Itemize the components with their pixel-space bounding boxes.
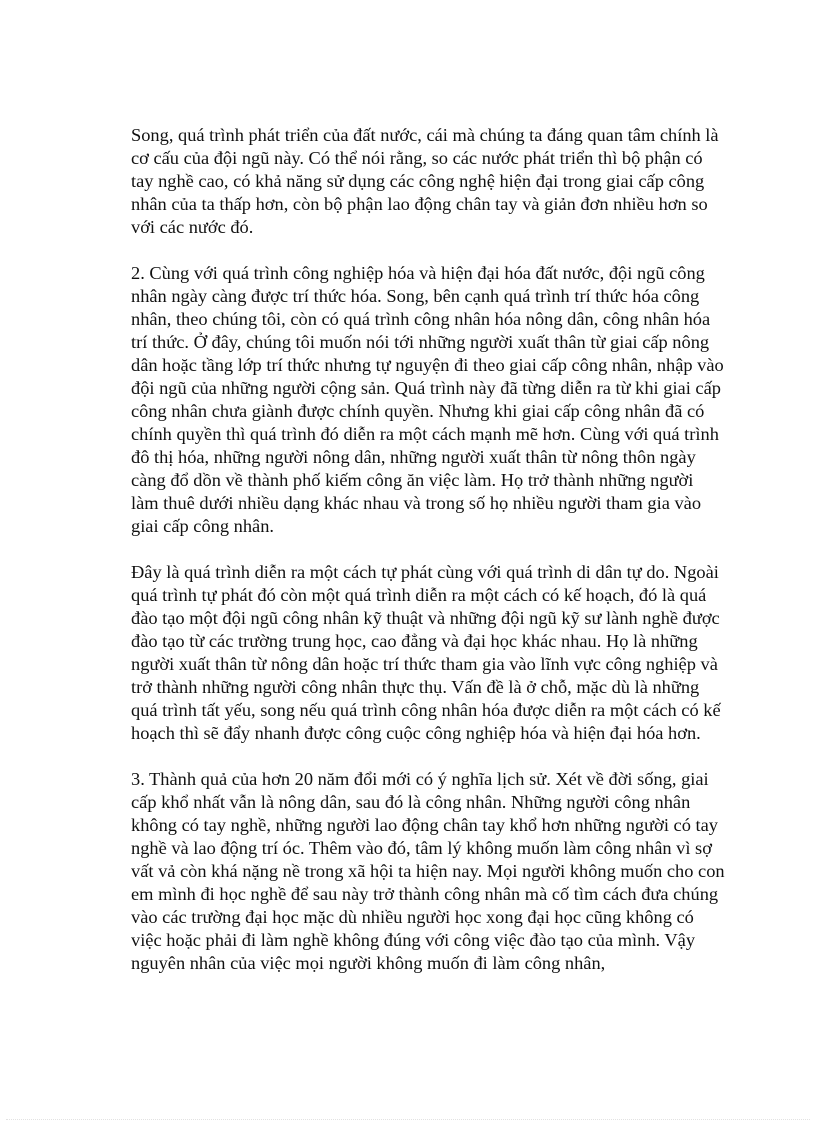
paragraph-industrialization-intellectualization: 2. Cùng với quá trình công nghiệp hóa và hiện đại hóa đất nước, đội ngũ công nhân ngày càng được trí thức hóa. Song, bên cạnh quá trình trí thức hóa công nhân, theo chúng tôi, còn có quá trình công nhân hóa nông dân, công nhân hóa trí thức. Ở đây, chúng tôi muốn nói tới những người xuất thân từ giai cấp nông dân hoặc tầng lớp trí thức nhưng tự nguyện đi theo giai cấp công nhân, nhập vào đội ngũ của những người cộng sản. Quá trình này đã từng diễn ra từ khi giai cấp công nhân chưa giành được chính quyền. Nhưng khi giai cấp công nhân đã có chính quyền thì quá trình đó diễn ra một cách mạnh mẽ hơn. Cùng với quá trình đô thị hóa, những người nông dân, những người xuất thân từ nông thôn ngày càng đổ dồn về thành phố kiếm công ăn việc làm. Họ trở thành những người làm thuê dưới nhiều dạng khác nhau và trong số họ nhiều người tham gia vào giai cấp công nhân. [131,263,724,536]
paragraph-cadre-structure: Song, quá trình phát triển của đất nước, cái mà chúng ta đáng quan tâm chính là cơ cấu của đội ngũ này. Có thể nói rằng, so các nước phát triển thì bộ phận có tay nghề cao, có khả năng sử dụng các công nghệ hiện đại trong giai cấp công nhân của ta thấp hơn, còn bộ phận lao động chân tay và giản đơn nhiều hơn so với các nước đó. [131,125,719,237]
paragraph-spontaneous-migration: Đây là quá trình diễn ra một cách tự phát cùng với quá trình di dân tự do. Ngoài quá trình tự phát đó còn một quá trình diễn ra một cách có kế hoạch, đó là quá đào tạo một đội ngũ công nhân kỹ thuật và những đội ngũ kỹ sư lành nghề được đào tạo từ các trường trung học, cao đẳng và đại học khác nhau. Họ là những người xuất thân từ nông dân hoặc trí thức tham gia vào lĩnh vực công nghiệp và trở thành những người công nhân thực thụ. Vấn đề là ở chỗ, mặc dù là những quá trình tất yếu, song nếu quá trình công nhân hóa được diễn ra một cách có kế hoạch thì sẽ đẩy nhanh được công cuộc công nghiệp hóa và hiện đại hóa hơn. [131,562,721,743]
paragraph-renovation-achievements: 3. Thành quả của hơn 20 năm đổi mới có ý nghĩa lịch sử. Xét về đời sống, giai cấp khổ nhất vẫn là nông dân, sau đó là công nhân. Những người công nhân không có tay nghề, những người lao động chân tay khổ hơn những người có tay nghề và lao động trí óc. Thêm vào đó, tâm lý không muốn làm công nhân vì sợ vất vả còn khá nặng nề trong xã hội ta hiện nay. Mọi người không muốn cho con em mình đi học nghề để sau này trở thành công nhân mà cố tìm cách đưa chúng vào các trường đại học mặc dù nhiều người học xong đại học cũng không có việc hoặc phải đi làm nghề không đúng với công việc đào tạo của mình. Vậy nguyên nhân của việc mọi người không muốn đi làm công nhân, [131,769,725,973]
document-body [131,124,725,998]
page-bottom-divider [6,1119,810,1120]
